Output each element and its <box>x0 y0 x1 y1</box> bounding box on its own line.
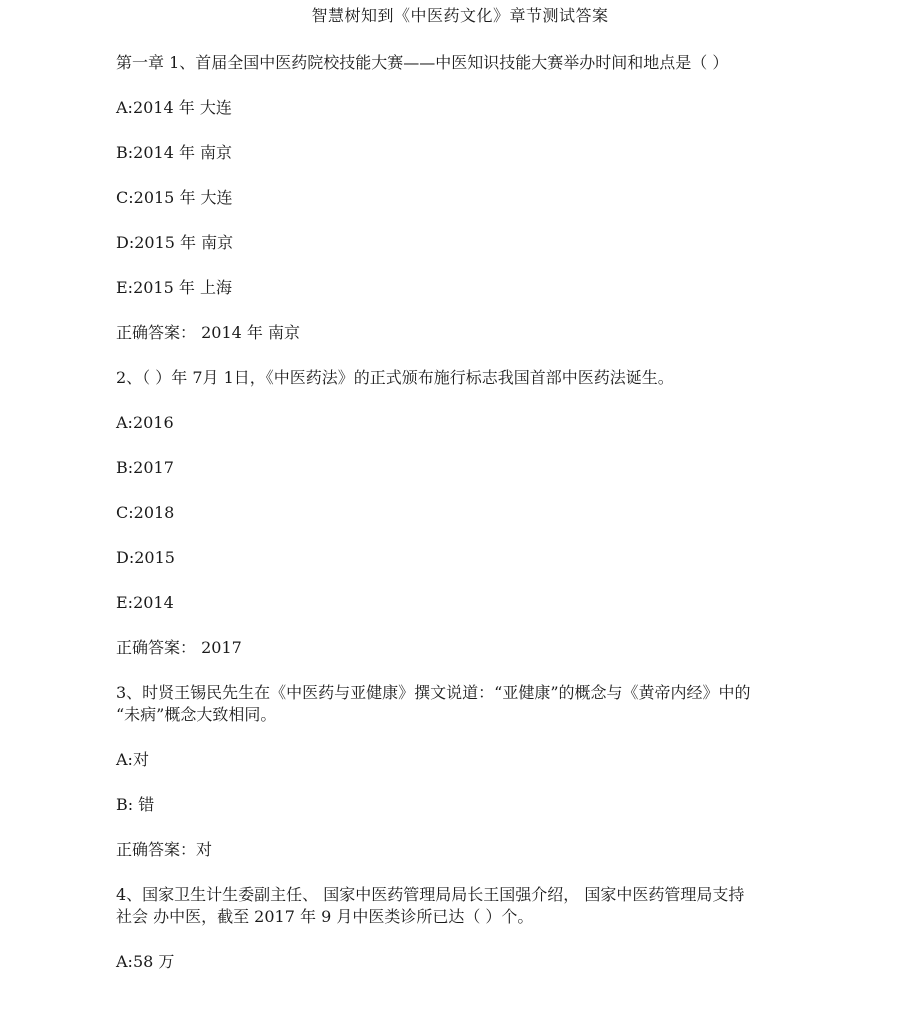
answer-option: E:2015 年 上海 <box>116 278 232 297</box>
answer-option: D:2015 年 南京 <box>116 233 234 252</box>
answer-option: B:2014 年 南京 <box>116 143 233 162</box>
question-4 <box>116 884 756 973</box>
question-stem: 3、时贤王锡民先生在《中医药与亚健康》撰文说道：“亚健康”的概念与《黄帝内经》中的 “未病”概念大致相同。 <box>116 683 756 724</box>
question-stem: 2、（ ）年 7月 1日，《中医药法》的正式颁布施行标志我国首部中医药法诞生。 <box>116 368 674 387</box>
answer-option: E:2014 <box>116 593 174 612</box>
question-stem: 第一章 1、首届全国中医药院校技能大赛——中医知识技能大赛举办时间和地点是（ ） <box>116 53 729 72</box>
answer-option: C:2015 年 大连 <box>116 188 233 207</box>
answer-option: A:2014 年 大连 <box>116 98 232 117</box>
question-2 <box>116 367 756 659</box>
correct-answer: 正确答案： 2017 <box>116 638 242 657</box>
question-stem: 4、国家卫生计生委副主任、 国家中医药管理局局长王国强介绍， 国家中医药管理局支持社会 办中医，截至 2017 年 9 月中医类诊所已达（ ）个。 <box>116 885 745 926</box>
answer-option: D:2015 <box>116 548 175 567</box>
document-body <box>116 52 756 996</box>
question-3 <box>116 682 756 861</box>
correct-answer: 正确答案： 2014 年 南京 <box>116 323 300 342</box>
question-1 <box>116 52 756 344</box>
answer-option: A:2016 <box>116 413 174 432</box>
answer-option: A:对 <box>116 750 149 769</box>
answer-option: B:2017 <box>116 458 174 477</box>
answer-option: C:2018 <box>116 503 175 522</box>
answer-option: A:58 万 <box>116 952 175 971</box>
correct-answer: 正确答案：对 <box>116 840 213 859</box>
page-title: 智慧树知到《中医药文化》章节测试答案 <box>311 6 609 25</box>
answer-option: B: 错 <box>116 795 155 814</box>
